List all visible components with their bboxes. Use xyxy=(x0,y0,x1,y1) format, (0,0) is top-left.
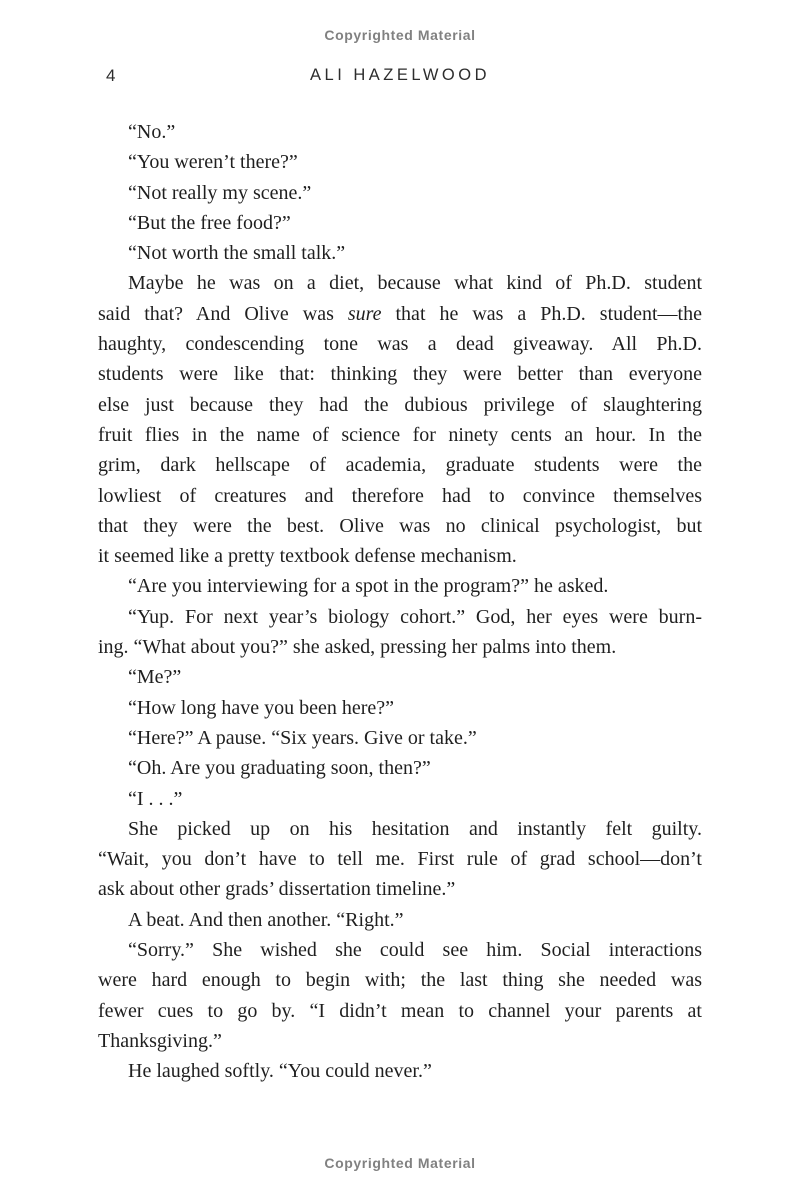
text-line: “Yup. For next year’s biology cohort.” God, her eyes were burn- xyxy=(128,605,702,628)
body-text xyxy=(98,117,702,1087)
text-line: “Sorry.” She wished she could see him. Social interactions xyxy=(128,939,702,962)
page-number: 4 xyxy=(106,66,116,85)
running-header-author: ALI HAZELWOOD xyxy=(310,66,490,84)
text-line: said that? And Olive was sure that he was a Ph.D. student—the xyxy=(98,302,702,325)
text-line: “Not really my scene.” xyxy=(128,181,312,204)
text-line: “Are you interviewing for a spot in the program?” he asked. xyxy=(128,575,609,598)
text-line: Thanksgiving.” xyxy=(98,1029,222,1052)
text-line: it seemed like a pretty textbook defense mechanism. xyxy=(98,545,517,568)
text-line: “Not worth the small talk.” xyxy=(128,242,346,265)
page-header xyxy=(0,66,800,88)
text-line: A beat. And then another. “Right.” xyxy=(128,908,404,931)
text-line: “How long have you been here?” xyxy=(128,696,394,719)
text-line: lowliest of creatures and therefore had to convince themselves xyxy=(98,484,702,507)
text-line: Maybe he was on a diet, because what kind of Ph.D. student xyxy=(128,272,702,295)
text-line: fewer cues to go by. “I didn’t mean to channel your parents at xyxy=(98,999,702,1022)
text-line: “Wait, you don’t have to tell me. First rule of grad school—don’t xyxy=(98,848,702,871)
text-line: ing. “What about you?” she asked, pressing her palms into them. xyxy=(98,636,617,659)
text-line: She picked up on his hesitation and instantly felt guilty. xyxy=(128,817,702,840)
text-line: grim, dark hellscape of academia, graduate students were the xyxy=(98,454,702,477)
text-line: else just because they had the dubious privilege of slaughtering xyxy=(98,393,702,416)
text-line: were hard enough to begin with; the last thing she needed was xyxy=(98,969,702,992)
text-line: ask about other grads’ dissertation timeline.” xyxy=(98,878,456,901)
text-line: “No.” xyxy=(128,121,176,143)
text-line: “You weren’t there?” xyxy=(128,151,298,174)
text-line: “But the free food?” xyxy=(128,211,291,234)
text-line: “I . . .” xyxy=(128,787,183,810)
text-line: “Oh. Are you graduating soon, then?” xyxy=(128,757,431,780)
text-line: haughty, condescending tone was a dead giveaway. All Ph.D. xyxy=(98,333,702,356)
text-line: that they were the best. Olive was no clinical psychologist, but xyxy=(98,514,702,537)
copyright-watermark-bottom: Copyrighted Material xyxy=(324,1155,476,1171)
text-line: “Me?” xyxy=(128,666,182,689)
text-line: students were like that: thinking they were better than everyone xyxy=(98,363,702,386)
copyright-watermark-top: Copyrighted Material xyxy=(324,27,476,43)
text-line: “Here?” A pause. “Six years. Give or take.” xyxy=(128,726,477,749)
text-line: He laughed softly. “You could never.” xyxy=(128,1060,432,1083)
text-line: fruit flies in the name of science for ninety cents an hour. In the xyxy=(98,423,702,446)
